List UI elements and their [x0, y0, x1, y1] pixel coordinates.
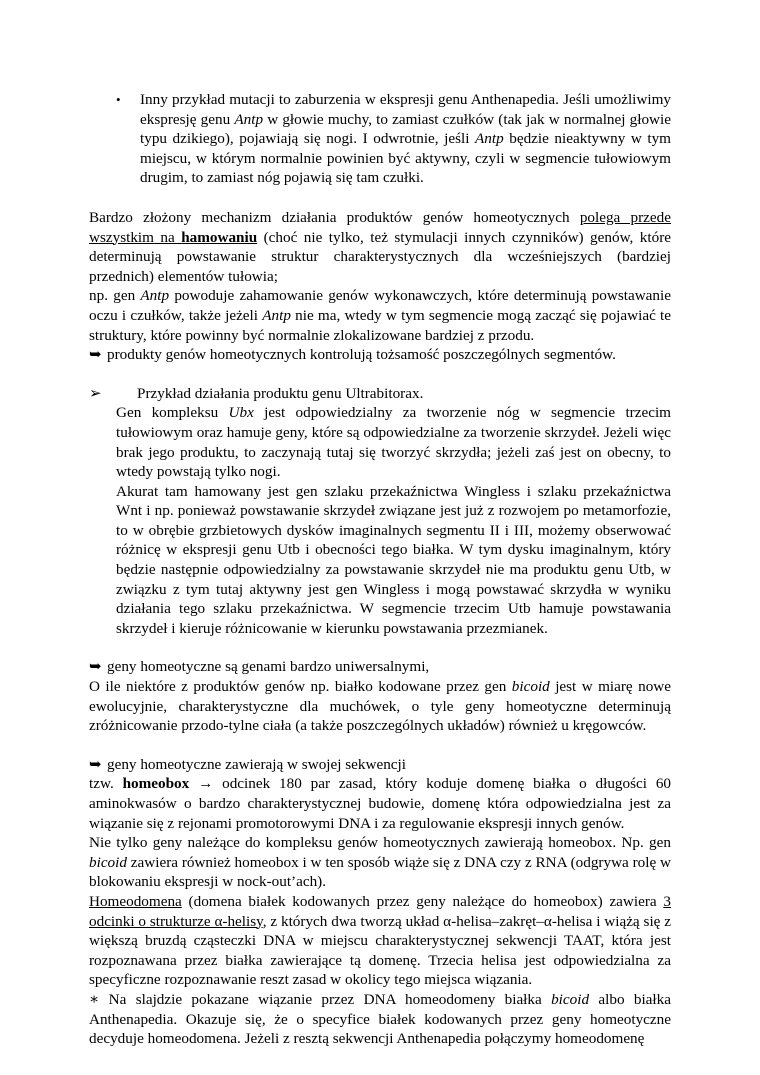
text-span: produkty genów homeotycznych kontrolują tożsamość poszczególnych segmentów.: [107, 346, 616, 364]
ubx-body: [116, 403, 671, 638]
italic-bicoid: bicoid: [89, 853, 127, 871]
bold-homeobox: homeobox: [122, 775, 190, 793]
arrow-line-identity: [89, 345, 671, 365]
ubx-heading-row: [89, 384, 671, 404]
paragraph-universal: [89, 677, 671, 736]
italic-antp: Antp: [140, 287, 170, 305]
italic-antp: Antp: [475, 130, 504, 148]
italic-bicoid: bicoid: [511, 678, 550, 696]
paragraph-slide-note: [89, 990, 671, 1049]
hook-arrow-icon: ➥: [89, 658, 102, 676]
bullet-icon: •: [116, 92, 121, 107]
bullet-text: [140, 90, 671, 188]
text-span: albo białka Anthenapedia. Okazuje się, że o specyfice białek kodowanych przez geny homeotyczne decyduje homeodomena. Jeżeli z resztą sekwencji Anthenapedia połączymy homeodomenę: [89, 990, 671, 1048]
document-page: [89, 90, 671, 1049]
italic-antp: Antp: [262, 306, 291, 324]
arrow-line-universal: [89, 657, 671, 677]
text-span: nie ma, wtedy w tym segmencie mogą zacząć się pojawiać te struktury, które powinny być normalnie zlokalizowane bardziej z przodu.: [89, 306, 672, 344]
underlined-helix-phrase: 3 odcinki o strukturze α-helisy: [89, 892, 671, 930]
right-arrow-icon: →: [189, 775, 223, 793]
text-span: geny homeotyczne zawierają w swojej sekwencji: [107, 755, 406, 773]
text-span: O ile niektóre z produktów genów np. białko kodowane przez gen: [89, 678, 512, 696]
text-span: w głowie muchy, to zamiast czułków (tak jak w normalnej głowie typu dzikiego), pojawiają się nogi. I odwrotnie, jeśli: [140, 110, 671, 148]
arrowhead-bullet-icon: ➢: [89, 384, 102, 402]
text-span: odcinek 180 par zasad, który koduje domenę białka o długości 60 aminokwasów o bardzo charakterystycznej budowie, domenę która odpowiedzialna jest za wiązanie się z rejonami promotorowymi DNA i za regulowanie ekspresji innych genów.: [89, 775, 672, 832]
text-span: np. gen: [89, 287, 141, 305]
text-span: polega przede wszystkim na: [89, 208, 671, 246]
paragraph-mechanism: [89, 208, 671, 286]
spacer: [89, 638, 671, 657]
italic-ubx: Ubx: [228, 404, 254, 422]
italic-antp: Antp: [234, 110, 264, 128]
text-span: zawiera również homeobox i w ten sposób wiąże się z DNA czy z RNA (odgrywa rolę w blokowaniu ekspresji w nock-out’ach).: [89, 853, 671, 891]
arrow-line-homeobox: [89, 755, 671, 775]
text-span: Inny przykład mutacji to zaburzenia w ekspresji genu Anthenapedia. Jeśli umożliwimy ekspresję genu: [140, 91, 671, 128]
italic-bicoid: bicoid: [551, 990, 590, 1008]
text-span: geny homeotyczne są genami bardzo uniwersalnymi,: [107, 658, 430, 676]
text-span: powoduje zahamowanie genów wykonawczych, które determinują powstawanie oczu i czułków, także jeżeli: [89, 287, 671, 324]
text-span: jest w miarę nowe ewolucyjnie, charakterystyczne dla muchówek, o tyle geny homeotyczne determinują zróżnicowanie przodo-tylne ciała (a także poszczególnych układów) również u kręgowców.: [89, 678, 671, 735]
paragraph-homeobox-bicoid: [89, 833, 671, 892]
text-span: będzie nieaktywny w tym miejscu, w którym normalnie powinien być aktywny, czyli w segmencie tułowiowym drugim, to zamiast nóg pojawią się tam czułki.: [140, 130, 671, 187]
bullet-item-antp-mutation: [116, 90, 671, 188]
bold-hamowaniu: hamowaniu: [181, 228, 258, 246]
paragraph-antp-example: [89, 286, 671, 345]
text-span: (choć nie tylko, też stymulacji innych czynników) genów, które determinują powstawanie struktur charakterystycznych dla wcześniejszych (bardziej przednich) elementów tułowia;: [89, 228, 671, 285]
text-span: jest odpowiedzialny za tworzenie nóg w segmencie trzecim tułowiowym oraz hamuje geny, które są odpowiedzialne za tworzenie skrzydeł. Jeżeli więc brak jego produktu, to zaczynają tutaj się tworzyć skrzydła; jeżeli zaś jest on obecny, to wtedy powstają tylko nogi.: [116, 404, 671, 481]
paragraph-ubx-2: Akurat tam hamowany jest gen szlaku przekaźnictwa Wingless i szlaku przekaźnictwa Wnt i np. ponieważ powstawanie skrzydeł związane jest już z rozwojem po metamorfozie, to w obrębie grzbietowych dysków imaginalnych segmentu II i III, możemy obserwować różnicę w ekspresji genu Utb i obecności tego białka. W tym dysku imaginalnym, który będzie następnie odpowiedzialny za powstawanie skrzydeł nie ma produktu genu Utb, w związku z tym tutaj aktywny jest gen Wingless i mogą powstawać skrzydła w wyniku działania tego szlaku przekaźnictwa. W segmencie trzecim Utb hamuje powstawania skrzydeł i kieruje różnicowanie w kierunku powstawania przezmianek.: [116, 482, 671, 637]
text-span: Nie tylko geny należące do kompleksu genów homeotycznych zawierają homeobox. Np. gen: [89, 834, 671, 852]
ubx-heading: Przykład działania produktu genu Ultrabitorax.: [137, 384, 424, 402]
text-span: (domena białek kodowanych przez geny należące do homeobox) zawiera: [181, 892, 664, 910]
text-span: Bardzo złożony mechanizm działania produktów genów homeotycznych: [89, 208, 580, 226]
paragraph-homeobox-def: [89, 774, 671, 833]
paragraph-homeodomain: [89, 892, 671, 990]
text-span: , z których dwa tworzą układ α-helisa–zakręt–α-helisa i wiążą się z większą bruzdą cząsteczki DNA w miejscu charakterystycznej sekwencji TAAT, która jest rozpoznawana przez białka zawierające tą domenę. Trzecia helisa jest odpowiedzialna za specyficzne rozpoznawanie reszt zasad w okolicy tego miejsca wiązania.: [89, 912, 671, 989]
underlined-homeodomena: Homeodomena: [89, 892, 182, 910]
spacer: [89, 736, 671, 755]
hook-arrow-icon: ➥: [89, 755, 102, 773]
hook-arrow-icon: ➥: [89, 346, 102, 364]
text-span: ∗ Na slajdzie pokazane wiązanie przez DNA homeodomeny białka: [89, 990, 552, 1008]
text-span: Gen kompleksu: [116, 404, 229, 422]
paragraph-ubx-1: [116, 403, 671, 481]
text-span: tzw.: [89, 775, 123, 793]
